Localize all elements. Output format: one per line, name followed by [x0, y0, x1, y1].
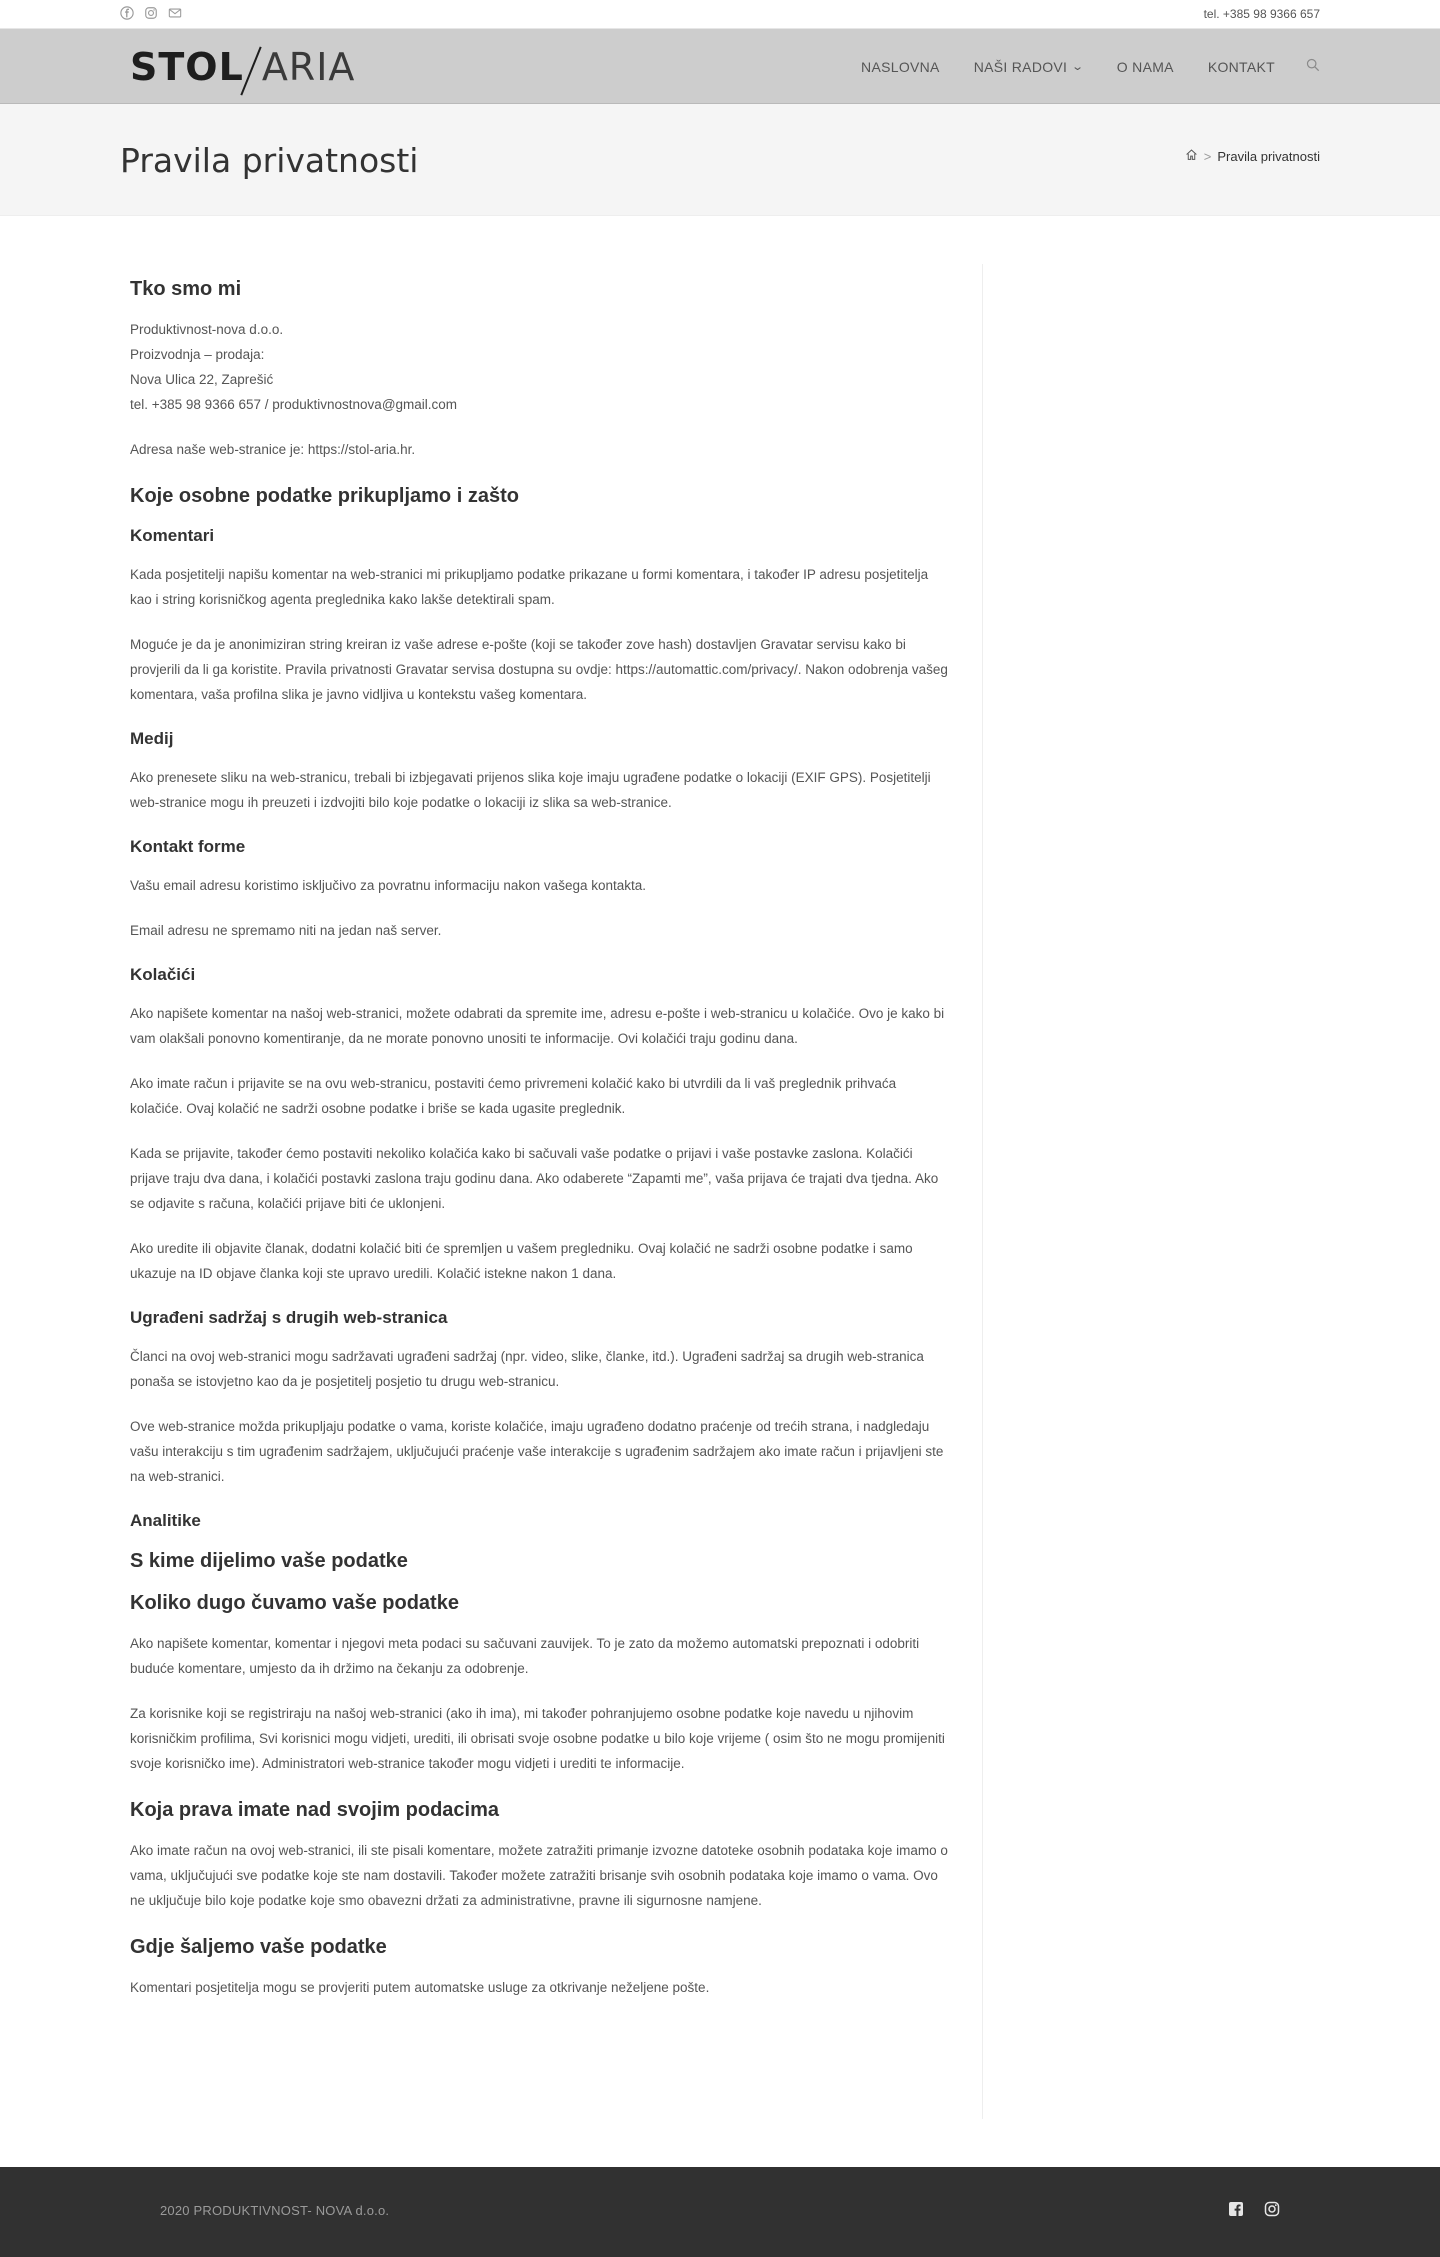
paragraph: Ove web-stranice možda prikupljaju podatke o vama, koriste kolačiće, imaju ugrađeno dodatno praćenje od trećih strana, i nadgledaju vašu interakciju s tim ugrađenim sadržajem, uključujući praćenje vaše interakcije s ugrađenim sadržajem ako imate račun i prijavljeni ste na web-stranici.	[130, 1419, 944, 1484]
address-line: Proizvodnja – prodaja:	[130, 347, 265, 362]
footer-social-links	[1228, 2201, 1280, 2222]
paragraph: Moguće je da je anonimiziran string kreiran iz vaše adrese e-pošte (koji se također zove hash) dostavljen Gravatar servisu kako bi provjerili da li ga koristite. Pravila privatnosti Gravatar servisa dostupna su ovdje: https://automattic.com/privacy/. Nakon odobrenja vašeg komentara, vaša profilna slika je javno vidljiva u kontekstu vašeg komentara.	[130, 637, 948, 702]
section-heading: Koliko dugo čuvamo vaše podatke	[130, 1592, 459, 1614]
subsection-heading: Kontakt forme	[130, 837, 246, 856]
email-icon[interactable]	[168, 6, 182, 20]
top-phone: tel. +385 98 9366 657	[1203, 7, 1320, 21]
site-footer	[0, 2167, 1440, 2257]
paragraph: Ako prenesete sliku na web-stranicu, trebali bi izbjegavati prijenos slika koje imaju ugrađene podatke o lokaciji (EXIF GPS). Posjetitelji web-stranice mogu ih preuzeti i izdvojiti bilo koje podatke o lokaciji iz slika sa web-stranice.	[130, 770, 931, 810]
page-title: Pravila privatnosti	[120, 141, 419, 180]
subsection-heading: Kolačići	[130, 965, 196, 984]
page-header	[0, 104, 1440, 216]
paragraph: Članci na ovoj web-stranici mogu sadržavati ugrađeni sadržaj (npr. video, slike, članke, itd.). Ugrađeni sadržaj sa drugih web-stranica ponaša se istovjetno kao da je posjetitelj posjetio tu drugu web-stranicu.	[130, 1349, 924, 1389]
nav-label: NASLOVNA	[861, 58, 940, 75]
site-logo[interactable]	[130, 43, 355, 91]
paragraph: Kada posjetitelji napišu komentar na web-stranici mi prikupljamo podatke prikazane u formi komentara, i također IP adresu posjetitelja kao i string korisničkog agenta preglednika kako lakše detektirali spam.	[130, 567, 929, 607]
breadcrumb-separator: >	[1203, 148, 1212, 164]
breadcrumb	[1185, 148, 1320, 164]
nav-label: NAŠI RADOVI	[973, 58, 1068, 75]
section-heading: Tko smo mi	[130, 278, 242, 300]
paragraph: Email adresu ne spremamo niti na jedan naš server.	[130, 923, 442, 938]
instagram-icon[interactable]	[144, 6, 158, 20]
footer-copyright: 2020 PRODUKTIVNOST- NOVA d.o.o.	[160, 2203, 390, 2218]
nav-label: O NAMA	[1116, 58, 1174, 75]
paragraph: Vašu email adresu koristimo isključivo za povratnu informaciju nakon vašega kontakta.	[130, 878, 646, 893]
logo-text-part2: ARIA	[261, 45, 356, 89]
logo-text-part1: STOL	[130, 45, 244, 89]
nav-item-naslovna[interactable]	[844, 59, 957, 75]
logo-slash	[244, 43, 262, 91]
nav-item-kontakt[interactable]	[1191, 59, 1292, 75]
site-address: Adresa naše web-stranice je: https://stol-aria.hr.	[130, 442, 416, 457]
section-heading: S kime dijelimo vaše podatke	[130, 1550, 408, 1572]
section-heading: Koje osobne podatke prikupljamo i zašto	[130, 485, 519, 507]
main-nav	[844, 29, 1320, 104]
address-line: tel. +385 98 9366 657 / produktivnostnova@gmail.com	[130, 397, 458, 412]
subsection-heading: Ugrađeni sadržaj s drugih web-stranica	[130, 1308, 448, 1327]
section-heading: Koja prava imate nad svojim podacima	[130, 1799, 500, 1821]
paragraph: Ako imate račun na ovoj web-stranici, ili ste pisali komentare, možete zatražiti primanje izvozne datoteke osobnih podataka koje imamo o vama, uključujući sve podatke koje ste nam dostavili. Također možete zatražiti brisanje svih osobnih podataka koje imamo o vama. Ovo ne uključuje bilo koje podatke koje smo obavezni držati za administrativne, pravne ili sigurnosne namjene.	[130, 1843, 948, 1908]
address-line: Nova Ulica 22, Zaprešić	[130, 372, 274, 387]
paragraph: Kada se prijavite, također ćemo postaviti nekoliko kolačića kako bi sačuvali vaše podatke o prijavi i vaše postavke zaslona. Kolačići prijave traju dva dana, i kolačići postavki zaslona traju godinu dana. Ako odaberete “Zapamti me”, vaša prijava će trajati dva tjedna. Ako se odjavite s računa, kolačići prijave biti će uklonjeni.	[130, 1146, 939, 1211]
chevron-down-icon: ⌄	[1071, 61, 1085, 73]
instagram-icon[interactable]	[1264, 2201, 1280, 2222]
paragraph: Ako uredite ili objavite članak, dodatni kolačić biti će spremljen u vašem pregledniku. Ovaj kolačić ne sadrži osobne podatke i samo ukazuje na ID objave članka koji ste upravo uredili. Kolačić istekne nakon 1 dana.	[130, 1241, 913, 1281]
sidebar-divider	[982, 264, 983, 2119]
address-line: Produktivnost-nova d.o.o.	[130, 322, 284, 337]
nav-item-o-nama[interactable]	[1100, 59, 1191, 75]
paragraph: Ako napišete komentar, komentar i njegovi meta podaci su sačuvani zauvijek. To je zato da možemo automatski prepoznati i odobriti buduće komentare, umjesto da ih držimo na čekanju za odobrenje.	[130, 1636, 920, 1676]
home-icon[interactable]	[1185, 148, 1198, 164]
section-heading: Gdje šaljemo vaše podatke	[130, 1936, 387, 1958]
breadcrumb-current: Pravila privatnosti	[1217, 148, 1320, 164]
subsection-heading: Medij	[130, 729, 174, 748]
paragraph: Komentari posjetitelja mogu se provjeriti putem automatske usluge za otkrivanje neželjene pošte.	[130, 1980, 710, 1995]
subsection-heading: Analitike	[130, 1511, 201, 1530]
facebook-icon[interactable]	[120, 6, 134, 20]
facebook-square-icon[interactable]	[1228, 2201, 1244, 2222]
privacy-content	[130, 264, 950, 2020]
site-header	[0, 29, 1440, 104]
company-address	[130, 317, 950, 417]
subsection-heading: Komentari	[130, 526, 215, 545]
paragraph: Ako napišete komentar na našoj web-stranici, možete odabrati da spremite ime, adresu e-pošte i web-stranicu u kolačiće. Ovo je kako bi vam olakšali ponovno komentiranje, da ne morate ponovno unositi te informacije. Ovi kolačići traju godinu dana.	[130, 1006, 945, 1046]
paragraph: Za korisnike koji se registriraju na našoj web-stranici (ako ih ima), mi također pohranjujemo osobne podatke koje navedu u njihovim korisničkim profilima, Svi korisnici mogu vidjeti, urediti, ili obrisati svoje osobne podatke u bilo koje vrijeme ( osim što ne mogu promijeniti svoje korisničko ime). Administratori web-stranice također mogu vidjeti i urediti te informacije.	[130, 1706, 945, 1771]
top-bar	[0, 0, 1440, 29]
top-social-links	[120, 6, 182, 20]
nav-item-nasi-radovi[interactable]	[957, 59, 1100, 75]
paragraph: Ako imate račun i prijavite se na ovu web-stranicu, postaviti ćemo privremeni kolačić kako bi utvrdili da li vaš preglednik prihvaća kolačiće. Ovaj kolačić ne sadrži osobne podatke i briše se kada ugasite preglednik.	[130, 1076, 897, 1116]
nav-label: KONTAKT	[1207, 58, 1275, 75]
main-area	[0, 216, 1440, 2166]
search-icon	[1306, 58, 1320, 75]
search-toggle-button[interactable]	[1292, 58, 1320, 75]
